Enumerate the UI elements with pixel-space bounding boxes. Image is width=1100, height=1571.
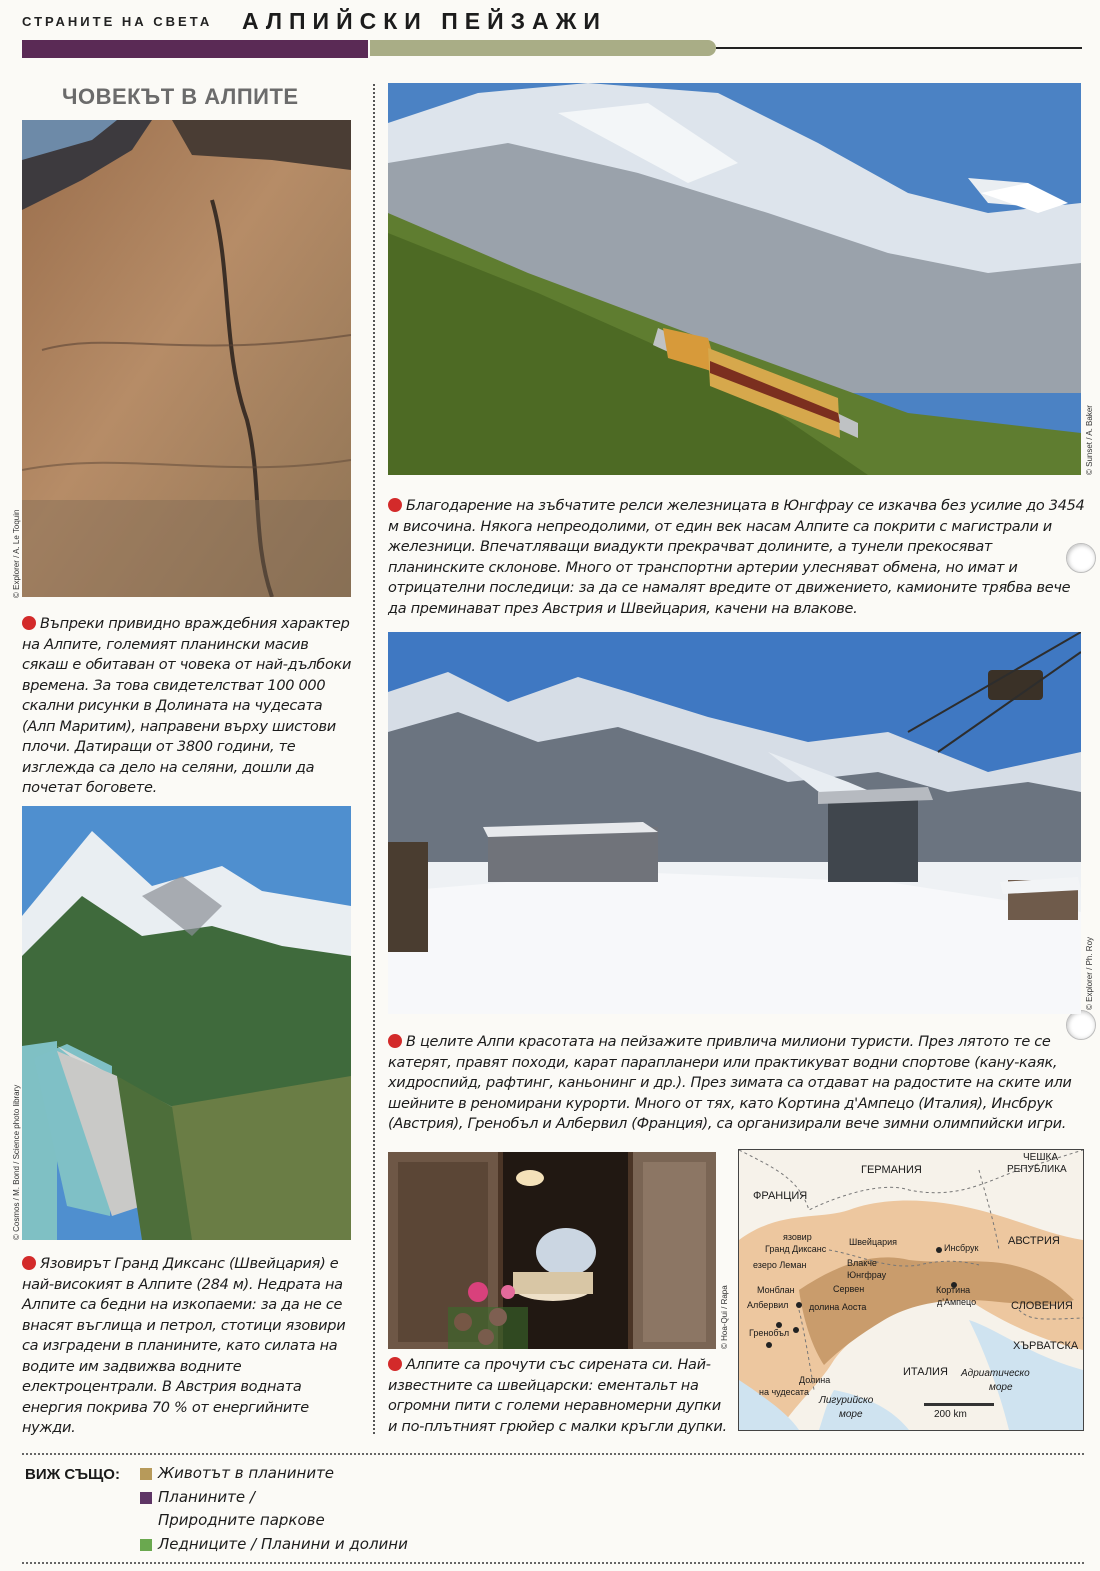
map-label-czech-2: РЕПУБЛИКА <box>1007 1164 1067 1175</box>
map-label-adriatic-2: море <box>989 1382 1013 1393</box>
header-bar-purple <box>22 40 368 58</box>
see-also-item-1[interactable]: Животът в планините <box>158 1464 335 1482</box>
map-label-adriatic: Адриатическо <box>961 1368 1030 1379</box>
cheese-caption: Алпите са прочути със сирената си. Най-известните са швейцарски: ементальт на огромни пити с големи неравномерни дупки и по-плътният грюйер с малки кръгли дупки. <box>388 1357 727 1435</box>
ski-photo <box>388 632 1081 1014</box>
column-divider <box>373 84 375 1434</box>
map-label-switzerland: Швейцария <box>849 1237 898 1247</box>
map-label-cortina-2: д'Ампецо <box>937 1297 977 1307</box>
map-label-croatia: ХЪРВАТСКА <box>1013 1340 1079 1352</box>
map-label-slovenia: СЛОВЕНИЯ <box>1011 1300 1073 1312</box>
alps-map <box>738 1149 1084 1431</box>
map-label-dam-2: Гранд Диксанс <box>765 1244 827 1254</box>
see-also-color-1 <box>140 1468 152 1480</box>
see-also-label: ВИЖ СЪЩО: <box>25 1466 120 1483</box>
map-label-austria: АВСТРИЯ <box>1008 1235 1060 1247</box>
see-also-color-4 <box>140 1539 152 1551</box>
ski-caption: В целите Алпи красотата на пейзажите привлича милиони туристи. През лятото те се катерят, правят походи, карат парапланери или практикуват водни спортове (кану-каяк, хидроспийд, рафтинг, каньонинг и др.). През зимата са отдават на радостите на ските или шейните в реномирани курорти. Много от тях, като Кортина д'Ампецо (Италия), Инсбрук (Австрия), Гренобъл и Албервил (Франция), са организирали вече зимни олимпийски игри. <box>388 1034 1072 1132</box>
rock-caption: Въпреки привидно враждебния характер на Алпите, големият планински масив сякаш е обитаван от човека от най-дълбоки времена. За това свидетелстват 100 000 скални рисунки в Долината на чудесата (Алп Маритим), направени върху шистови плочи. Датиращи от 3800 години, те изглежда са дело на селяни, дошли да почетат боговете. <box>22 616 352 796</box>
bottom-rule <box>22 1453 1084 1455</box>
dam-caption: Язовирът Гранд Диксанс (Швейцария) е най-високият в Алпите (284 м). Недрата на Алпите са бедни на изкопаеми: за да не се внасят въглища и петрол, стотици язовири са изградени в планините, като силата на водите им задвижва водните електроцентрали. В Австрия водната енергия покрива 70 % от енергийните нужди. <box>22 1256 346 1436</box>
map-label-aosta: долина Аоста <box>809 1302 867 1312</box>
see-also-item-3[interactable]: Природните паркове <box>158 1511 325 1529</box>
map-label-ligurian: Лигурийско <box>819 1395 874 1406</box>
section-name: СТРАНИТЕ НА СВЕТА <box>22 14 213 29</box>
bullet-icon <box>388 1357 402 1371</box>
header-rule <box>716 47 1082 49</box>
see-also-item-2[interactable]: Планините / <box>158 1488 255 1506</box>
map-label-albertville: Албервил <box>747 1300 789 1310</box>
train-caption: Благодарение на зъбчатите релси железницата в Юнгфрау се изкачва без усилие до 3454 м височина. Някога непреодолими, от един век насам Алпите са покрити с магистрали и железници. Впечатляващи виадукти прекрачват долините, а тунели прекосяват планинските склонове. Много от транспортни артерии улесняват обмена, но имат и отрицателни последици: за да се намалят вредите от движението, камионите трябва вече да преминават през Австрия и Швейцария, качени на влакове. <box>388 498 1085 617</box>
cheese-photo-credit: © Hoa-Qui / Rapa <box>720 1285 729 1349</box>
train-photo <box>388 83 1081 475</box>
map-label-grenoble: Гренобъл <box>749 1328 790 1338</box>
map-label-cortina: Кортина <box>936 1285 971 1295</box>
rock-photo-credit: © Explorer / A. Le Toquin <box>12 509 21 598</box>
dam-photo <box>22 806 351 1240</box>
map-label-czech: ЧЕШКА <box>1023 1152 1058 1163</box>
page-title: АЛПИЙСКИ ПЕЙЗАЖИ <box>242 8 607 34</box>
section-title: ЧОВЕКЪТ В АЛПИТЕ <box>62 84 299 109</box>
ski-photo-credit: © Explorer / Ph. Roy <box>1085 936 1094 1010</box>
map-label-wonders-2: на чудесата <box>759 1387 809 1397</box>
punch-hole <box>1066 543 1096 573</box>
see-also-item-4[interactable]: Ледниците / Планини и долини <box>158 1535 408 1553</box>
bottom-rule-2 <box>22 1562 1084 1564</box>
bullet-icon <box>22 616 36 630</box>
map-label-ligurian-2: море <box>839 1409 863 1420</box>
bullet-icon <box>388 498 402 512</box>
see-also-color-2 <box>140 1492 152 1504</box>
train-photo-credit: © Sunset / A. Baker <box>1085 405 1094 475</box>
dam-photo-credit: © Cosmos / M. Bond / Science photo library <box>12 1084 21 1240</box>
map-label-cervin: Сервен <box>833 1284 865 1294</box>
map-label-dam: язовир <box>783 1232 812 1242</box>
map-label-jungfrau-2: Юнгфрау <box>847 1270 887 1280</box>
map-label-france: ФРАНЦИЯ <box>753 1190 808 1202</box>
map-label-innsbruck: Инсбрук <box>944 1243 979 1253</box>
map-label-montblanc: Монблан <box>757 1285 795 1295</box>
map-label-lake: езеро Леман <box>753 1260 807 1270</box>
map-label-germany: ГЕРМАНИЯ <box>861 1164 922 1176</box>
map-scale-label: 200 km <box>934 1409 967 1420</box>
bullet-icon <box>22 1256 36 1270</box>
cheese-photo <box>388 1152 716 1349</box>
header-bar-olive <box>370 40 716 56</box>
map-label-jungfrau: Влакчe <box>847 1258 877 1268</box>
rock-photo <box>22 120 351 597</box>
bullet-icon <box>388 1034 402 1048</box>
map-label-wonders: Долина <box>799 1375 831 1385</box>
map-label-italy: ИТАЛИЯ <box>903 1366 948 1378</box>
